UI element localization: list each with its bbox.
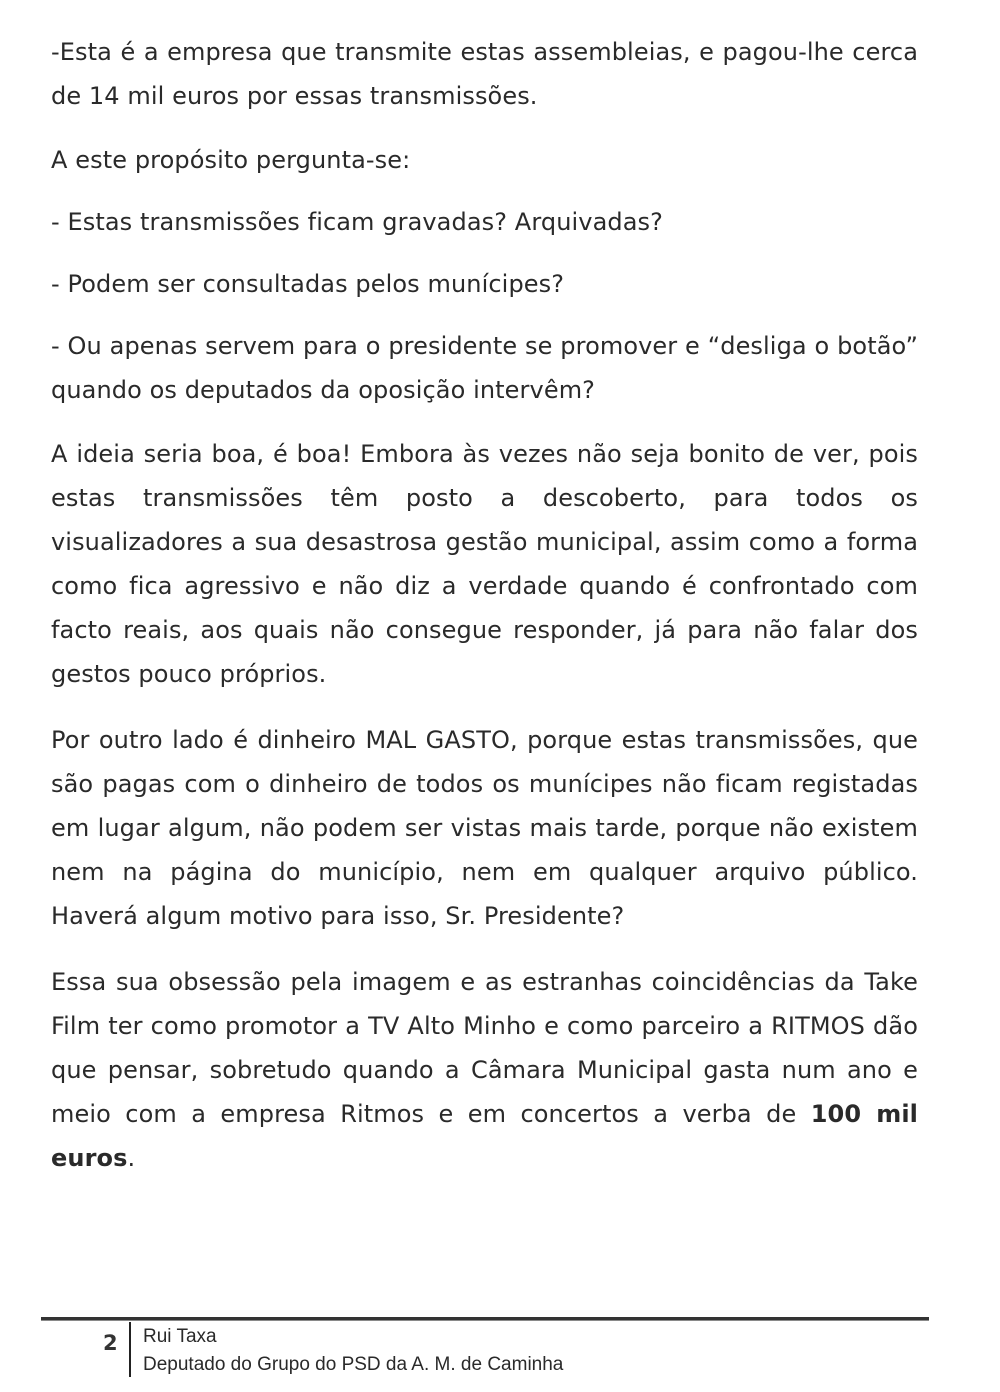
footer-vertical-divider [129, 1322, 131, 1377]
amount-bold: 100 mil euros [51, 1100, 918, 1172]
author-role: Deputado do Grupo do PSD da A. M. de Caminha [143, 1354, 564, 1375]
question-promotion: - Ou apenas servem para o presidente se promover e “desliga o botão” quando os deputados da oposição intervêm? [51, 332, 918, 404]
paragraph-obsession-text: Essa sua obsessão pela imagem e as estranhas coincidências da Take Film ter como promotor a TV Alto Minho e como parceiro a RITMOS dão que pensar, sobretudo quando a Câmara Municipal gasta num ano e meio com a empresa Ritmos e em concertos a verba de [51, 968, 918, 1128]
question-intro: A este propósito pergunta-se: [51, 146, 411, 174]
author-name: Rui Taxa [143, 1326, 217, 1347]
paragraph-idea: A ideia seria boa, é boa! Embora às vezes não seja bonito de ver, pois estas transmissões têm posto a descoberto, para todos os visualizadores a sua desastrosa gestão municipal, assim como a forma como fica agressivo e não diz a verdade quando é confrontado com facto reais, aos quais não consegue responder, já para não falar dos gestos pouco próprios. [51, 440, 918, 688]
footer-divider [41, 1317, 929, 1320]
document-body [51, 30, 918, 1180]
question-consulted: - Podem ser consultadas pelos munícipes? [51, 270, 565, 298]
paragraph-company-payment: -Esta é a empresa que transmite estas assembleias, e pagou-lhe cerca de 14 mil euros por essas transmissões. [51, 38, 918, 110]
footer-signature [143, 1323, 563, 1379]
paragraph-obsession-end: . [127, 1144, 136, 1172]
question-recorded: - Estas transmissões ficam gravadas? Arquivadas? [51, 208, 663, 236]
paragraph-money-wasted: Por outro lado é dinheiro MAL GASTO, porque estas transmissões, que são pagas com o dinheiro de todos os munícipes não ficam registadas em lugar algum, não podem ser vistas mais tarde, porque não existem nem na página do município, nem em qualquer arquivo público. Haverá algum motivo para isso, Sr. Presidente? [51, 726, 918, 930]
paragraph-obsession [51, 960, 918, 1180]
page-number: 2 [103, 1331, 118, 1355]
